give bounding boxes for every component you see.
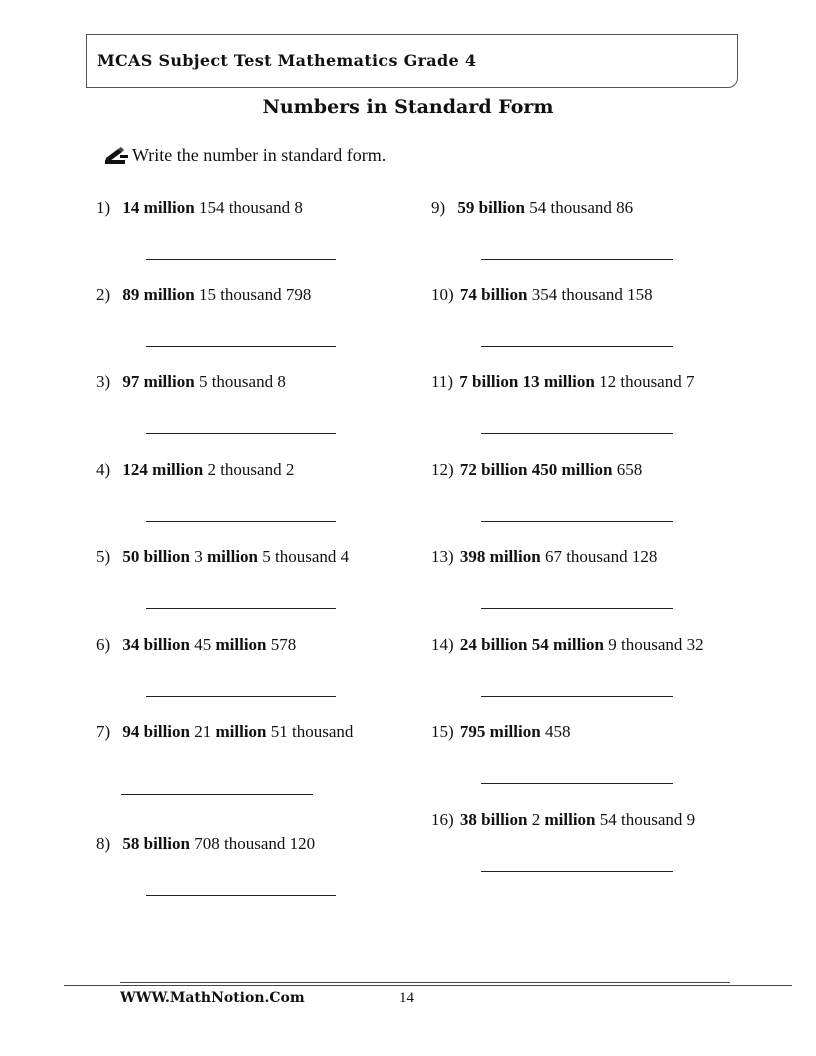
problem-text-part: 54 thousand 86	[524, 198, 634, 217]
problem-text-part: 7 billion 13 million	[459, 372, 595, 391]
problem-number: 11)	[431, 372, 458, 391]
answer-line-15[interactable]	[481, 783, 673, 784]
problem-number: 16)	[431, 810, 458, 829]
problem-text-part: 708 thousand 120	[189, 834, 316, 853]
problem-11	[431, 372, 694, 392]
problem-5	[96, 547, 349, 567]
answer-line-7[interactable]	[121, 794, 313, 795]
pencil-icon	[104, 146, 130, 166]
answer-line-3[interactable]	[146, 433, 336, 434]
answer-line-14[interactable]	[481, 696, 673, 697]
problem-text-part: million	[215, 635, 267, 654]
problem-number: 5)	[96, 547, 115, 566]
problem-text-part: million	[544, 810, 596, 829]
problem-text-part: 15 thousand 798	[194, 285, 312, 304]
footer-rule-outer	[64, 985, 792, 986]
answer-line-2[interactable]	[146, 346, 336, 347]
problem-14	[431, 635, 704, 655]
problem-12	[431, 460, 642, 480]
problem-text-part: 12 thousand 7	[594, 372, 695, 391]
problem-text-part: 97 million	[122, 372, 195, 391]
problem-text-part: 21	[189, 722, 216, 741]
answer-line-12[interactable]	[481, 521, 673, 522]
problem-number: 2)	[96, 285, 115, 304]
problem-3	[96, 372, 286, 392]
problem-text-part: 154 thousand 8	[194, 198, 303, 217]
problem-text-part: 398 million	[459, 547, 541, 566]
problem-text-part: 59 billion	[457, 198, 525, 217]
problem-text-part: 5 thousand 8	[194, 372, 286, 391]
problem-text-part: 354 thousand 158	[527, 285, 653, 304]
answer-line-13[interactable]	[481, 608, 673, 609]
problem-text-part: 658	[612, 460, 643, 479]
problem-text-part: 45	[189, 635, 216, 654]
answer-line-5[interactable]	[146, 608, 336, 609]
problem-number: 12)	[431, 460, 458, 479]
problem-4	[96, 460, 294, 480]
problem-text-part: 2 thousand 2	[203, 460, 295, 479]
problem-number: 10)	[431, 285, 458, 304]
page-title: Numbers in Standard Form	[262, 96, 554, 118]
problem-text-part: million	[206, 547, 258, 566]
problem-text-part: 795 million	[459, 722, 541, 741]
answer-line-6[interactable]	[146, 696, 336, 697]
problem-7	[96, 722, 353, 742]
problem-number: 8)	[96, 834, 115, 853]
problem-text-part: million	[215, 722, 267, 741]
problem-number: 13)	[431, 547, 458, 566]
problem-6	[96, 635, 296, 655]
footer-website: WWW.MathNotion.Com	[120, 990, 305, 1006]
problem-text-part: 458	[540, 722, 571, 741]
problem-text-part: 34 billion	[122, 635, 190, 654]
problem-text-part: 89 million	[122, 285, 195, 304]
header-box	[86, 34, 738, 88]
problem-number: 9)	[431, 198, 450, 217]
problem-number: 4)	[96, 460, 115, 479]
problem-number: 1)	[96, 198, 115, 217]
footer-rule-inner	[120, 982, 730, 983]
problem-text-part: 74 billion	[459, 285, 528, 304]
problem-16	[431, 810, 695, 830]
problem-text-part: 72 billion 450 million	[459, 460, 613, 479]
answer-line-11[interactable]	[481, 433, 673, 434]
instruction	[104, 145, 386, 166]
answer-line-10[interactable]	[481, 346, 673, 347]
problem-text-part: 58 billion	[122, 834, 190, 853]
problem-text-part: 24 billion 54 million	[459, 635, 604, 654]
problem-9	[431, 198, 633, 218]
problem-text-part: 14 million	[122, 198, 195, 217]
answer-line-4[interactable]	[146, 521, 336, 522]
problem-1	[96, 198, 303, 218]
answer-line-8[interactable]	[146, 895, 336, 896]
problem-10	[431, 285, 653, 305]
answer-line-9[interactable]	[481, 259, 673, 260]
answer-line-1[interactable]	[146, 259, 336, 260]
problem-text-part: 2	[527, 810, 545, 829]
problem-13	[431, 547, 657, 567]
problem-text-part: 54 thousand 9	[595, 810, 696, 829]
problem-15	[431, 722, 570, 742]
problem-text-part: 5 thousand 4	[258, 547, 350, 566]
problem-text-part: 3	[189, 547, 207, 566]
problem-text-part: 578	[266, 635, 297, 654]
problem-text-part: 67 thousand 128	[540, 547, 658, 566]
header-title: MCAS Subject Test Mathematics Grade 4	[97, 51, 477, 70]
problem-text-part: 124 million	[122, 460, 204, 479]
problem-text-part: 94 billion	[122, 722, 190, 741]
page-number: 14	[399, 990, 414, 1006]
problem-number: 3)	[96, 372, 115, 391]
problem-number: 15)	[431, 722, 458, 741]
problem-text-part: 9 thousand 32	[603, 635, 704, 654]
instruction-text: Write the number in standard form.	[132, 145, 387, 165]
problem-text-part: 51 thousand	[266, 722, 354, 741]
problem-text-part: 50 billion	[122, 547, 190, 566]
problem-8	[96, 834, 315, 854]
problem-2	[96, 285, 311, 305]
answer-line-16[interactable]	[481, 871, 673, 872]
problem-text-part: 38 billion	[459, 810, 528, 829]
problem-number: 6)	[96, 635, 115, 654]
problem-number: 14)	[431, 635, 458, 654]
problem-number: 7)	[96, 722, 115, 741]
